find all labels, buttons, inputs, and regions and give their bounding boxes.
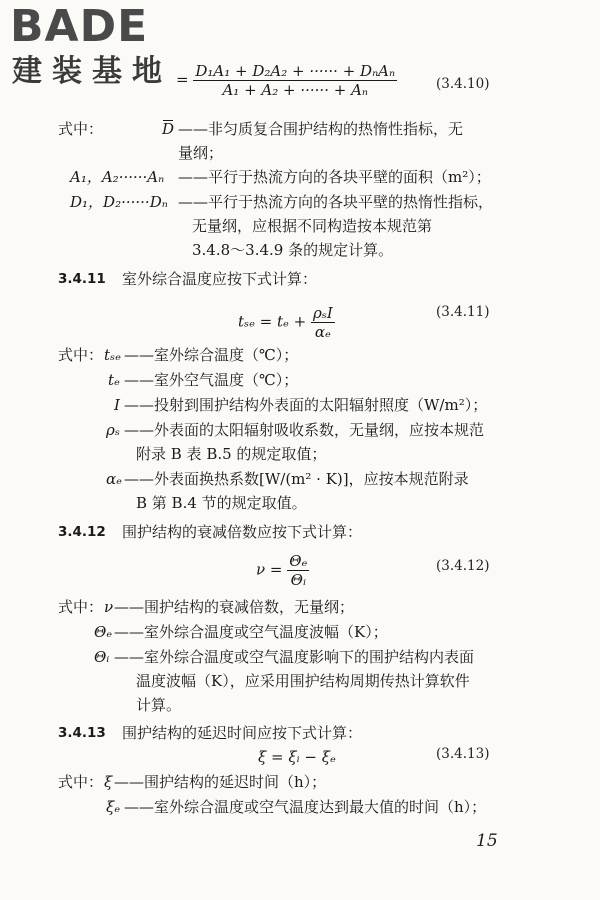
- section-title: 围护结构的延迟时间应按下式计算：: [122, 724, 363, 742]
- def-continuation: 温度波幅（K），应采用围护结构周期传热计算软件: [136, 672, 470, 690]
- def-symbol: ξ: [104, 773, 113, 791]
- page-number: 15: [476, 831, 498, 851]
- equation-denominator: A₁ + A₂ + ······ + Aₙ: [222, 81, 368, 99]
- equation-fraction: [193, 62, 397, 99]
- def-continuation: 无量纲，应根据不同构造按本规范第: [192, 217, 433, 235]
- equation-lhs: ν =: [256, 560, 283, 579]
- section-number: 3.4.11: [58, 271, 106, 287]
- def-symbol: Θᵢ: [94, 648, 110, 666]
- equation-3-4-10: [176, 62, 397, 99]
- section-title: 围护结构的衰减倍数应按下式计算：: [122, 523, 363, 541]
- equation-number: (3.4.13): [436, 746, 490, 762]
- def-description: ——外表面换热系数[W/(m² · K)]，应按本规范附录: [124, 470, 469, 488]
- def-symbol: I: [114, 396, 120, 414]
- equation-3-4-12: [256, 552, 309, 589]
- def-description: ——围护结构的延迟时间（h）；: [114, 773, 327, 791]
- def-continuation: 量纲；: [178, 144, 224, 162]
- section-number: 3.4.12: [58, 524, 106, 540]
- def-description: ——外表面的太阳辐射吸收系数，无量纲，应按本规范: [124, 421, 485, 439]
- equation-fraction: [311, 304, 335, 341]
- def-description: ——非匀质复合围护结构的热惰性指标，无: [178, 120, 464, 138]
- equation-number: (3.4.12): [436, 558, 490, 574]
- def-symbol: ρₛ: [106, 421, 120, 439]
- brand-logo: BADE: [10, 1, 149, 52]
- equation-numerator: D₁A₁ + D₂A₂ + ······ + DₙAₙ: [195, 62, 396, 80]
- section-number: 3.4.13: [58, 725, 106, 741]
- def-description: ——围护结构的衰减倍数，无量纲；: [114, 598, 355, 616]
- equation-number: (3.4.10): [436, 76, 490, 92]
- def-symbol: ν: [104, 598, 114, 616]
- def-label: 式中：: [58, 120, 104, 138]
- def-symbol: ξₑ: [106, 798, 121, 816]
- equation-3-4-11: [238, 304, 335, 341]
- def-label: 式中：: [58, 773, 104, 791]
- def-symbol: D: [162, 120, 175, 138]
- def-symbol: αₑ: [106, 470, 122, 488]
- def-symbol: tₛₑ: [104, 346, 121, 364]
- def-description: ——室外综合温度或空气温度影响下的围护结构内表面: [114, 648, 475, 666]
- def-continuation: 3.4.8～3.4.9 条的规定计算。: [192, 241, 394, 259]
- def-description: ——室外综合温度或空气温度达到最大值的时间（h）；: [124, 798, 487, 816]
- equation-fraction: [287, 552, 309, 589]
- equation-number: (3.4.11): [436, 304, 490, 320]
- equation-lhs: =: [176, 70, 189, 89]
- def-label: 式中：: [58, 598, 104, 616]
- def-symbol: tₑ: [108, 371, 120, 389]
- def-symbol: A₁，A₂······Aₙ: [70, 168, 165, 186]
- def-symbol: D₁，D₂······Dₙ: [70, 193, 168, 211]
- equation-numerator: ρₛI: [312, 304, 333, 322]
- def-description: ——室外综合温度（℃）；: [124, 346, 299, 364]
- def-continuation: B 第 B.4 节的规定取值。: [136, 494, 307, 512]
- equation-3-4-13: ξ = ξᵢ − ξₑ: [258, 748, 336, 766]
- equation-lhs: tₛₑ = tₑ +: [238, 312, 307, 331]
- equation-denominator: Θᵢ: [290, 571, 306, 589]
- def-description: ——室外空气温度（℃）；: [124, 371, 299, 389]
- def-description: ——平行于热流方向的各块平壁的热惰性指标，: [178, 193, 494, 211]
- brand-subtitle: 建装基地: [12, 54, 172, 89]
- section-title: 室外综合温度应按下式计算：: [122, 270, 318, 288]
- def-continuation: 计算。: [136, 696, 182, 714]
- def-continuation: 附录 B 表 B.5 的规定取值；: [136, 445, 327, 463]
- equation-denominator: αₑ: [314, 323, 331, 341]
- def-description: ——投射到围护结构外表面的太阳辐射照度（W/m²）；: [124, 396, 488, 414]
- def-description: ——室外综合温度或空气温度波幅（K）；: [114, 623, 388, 641]
- def-label: 式中：: [58, 346, 104, 364]
- equation-numerator: Θₑ: [289, 552, 308, 570]
- def-description: ——平行于热流方向的各块平壁的面积（m²）；: [178, 168, 491, 186]
- def-symbol: Θₑ: [94, 623, 113, 641]
